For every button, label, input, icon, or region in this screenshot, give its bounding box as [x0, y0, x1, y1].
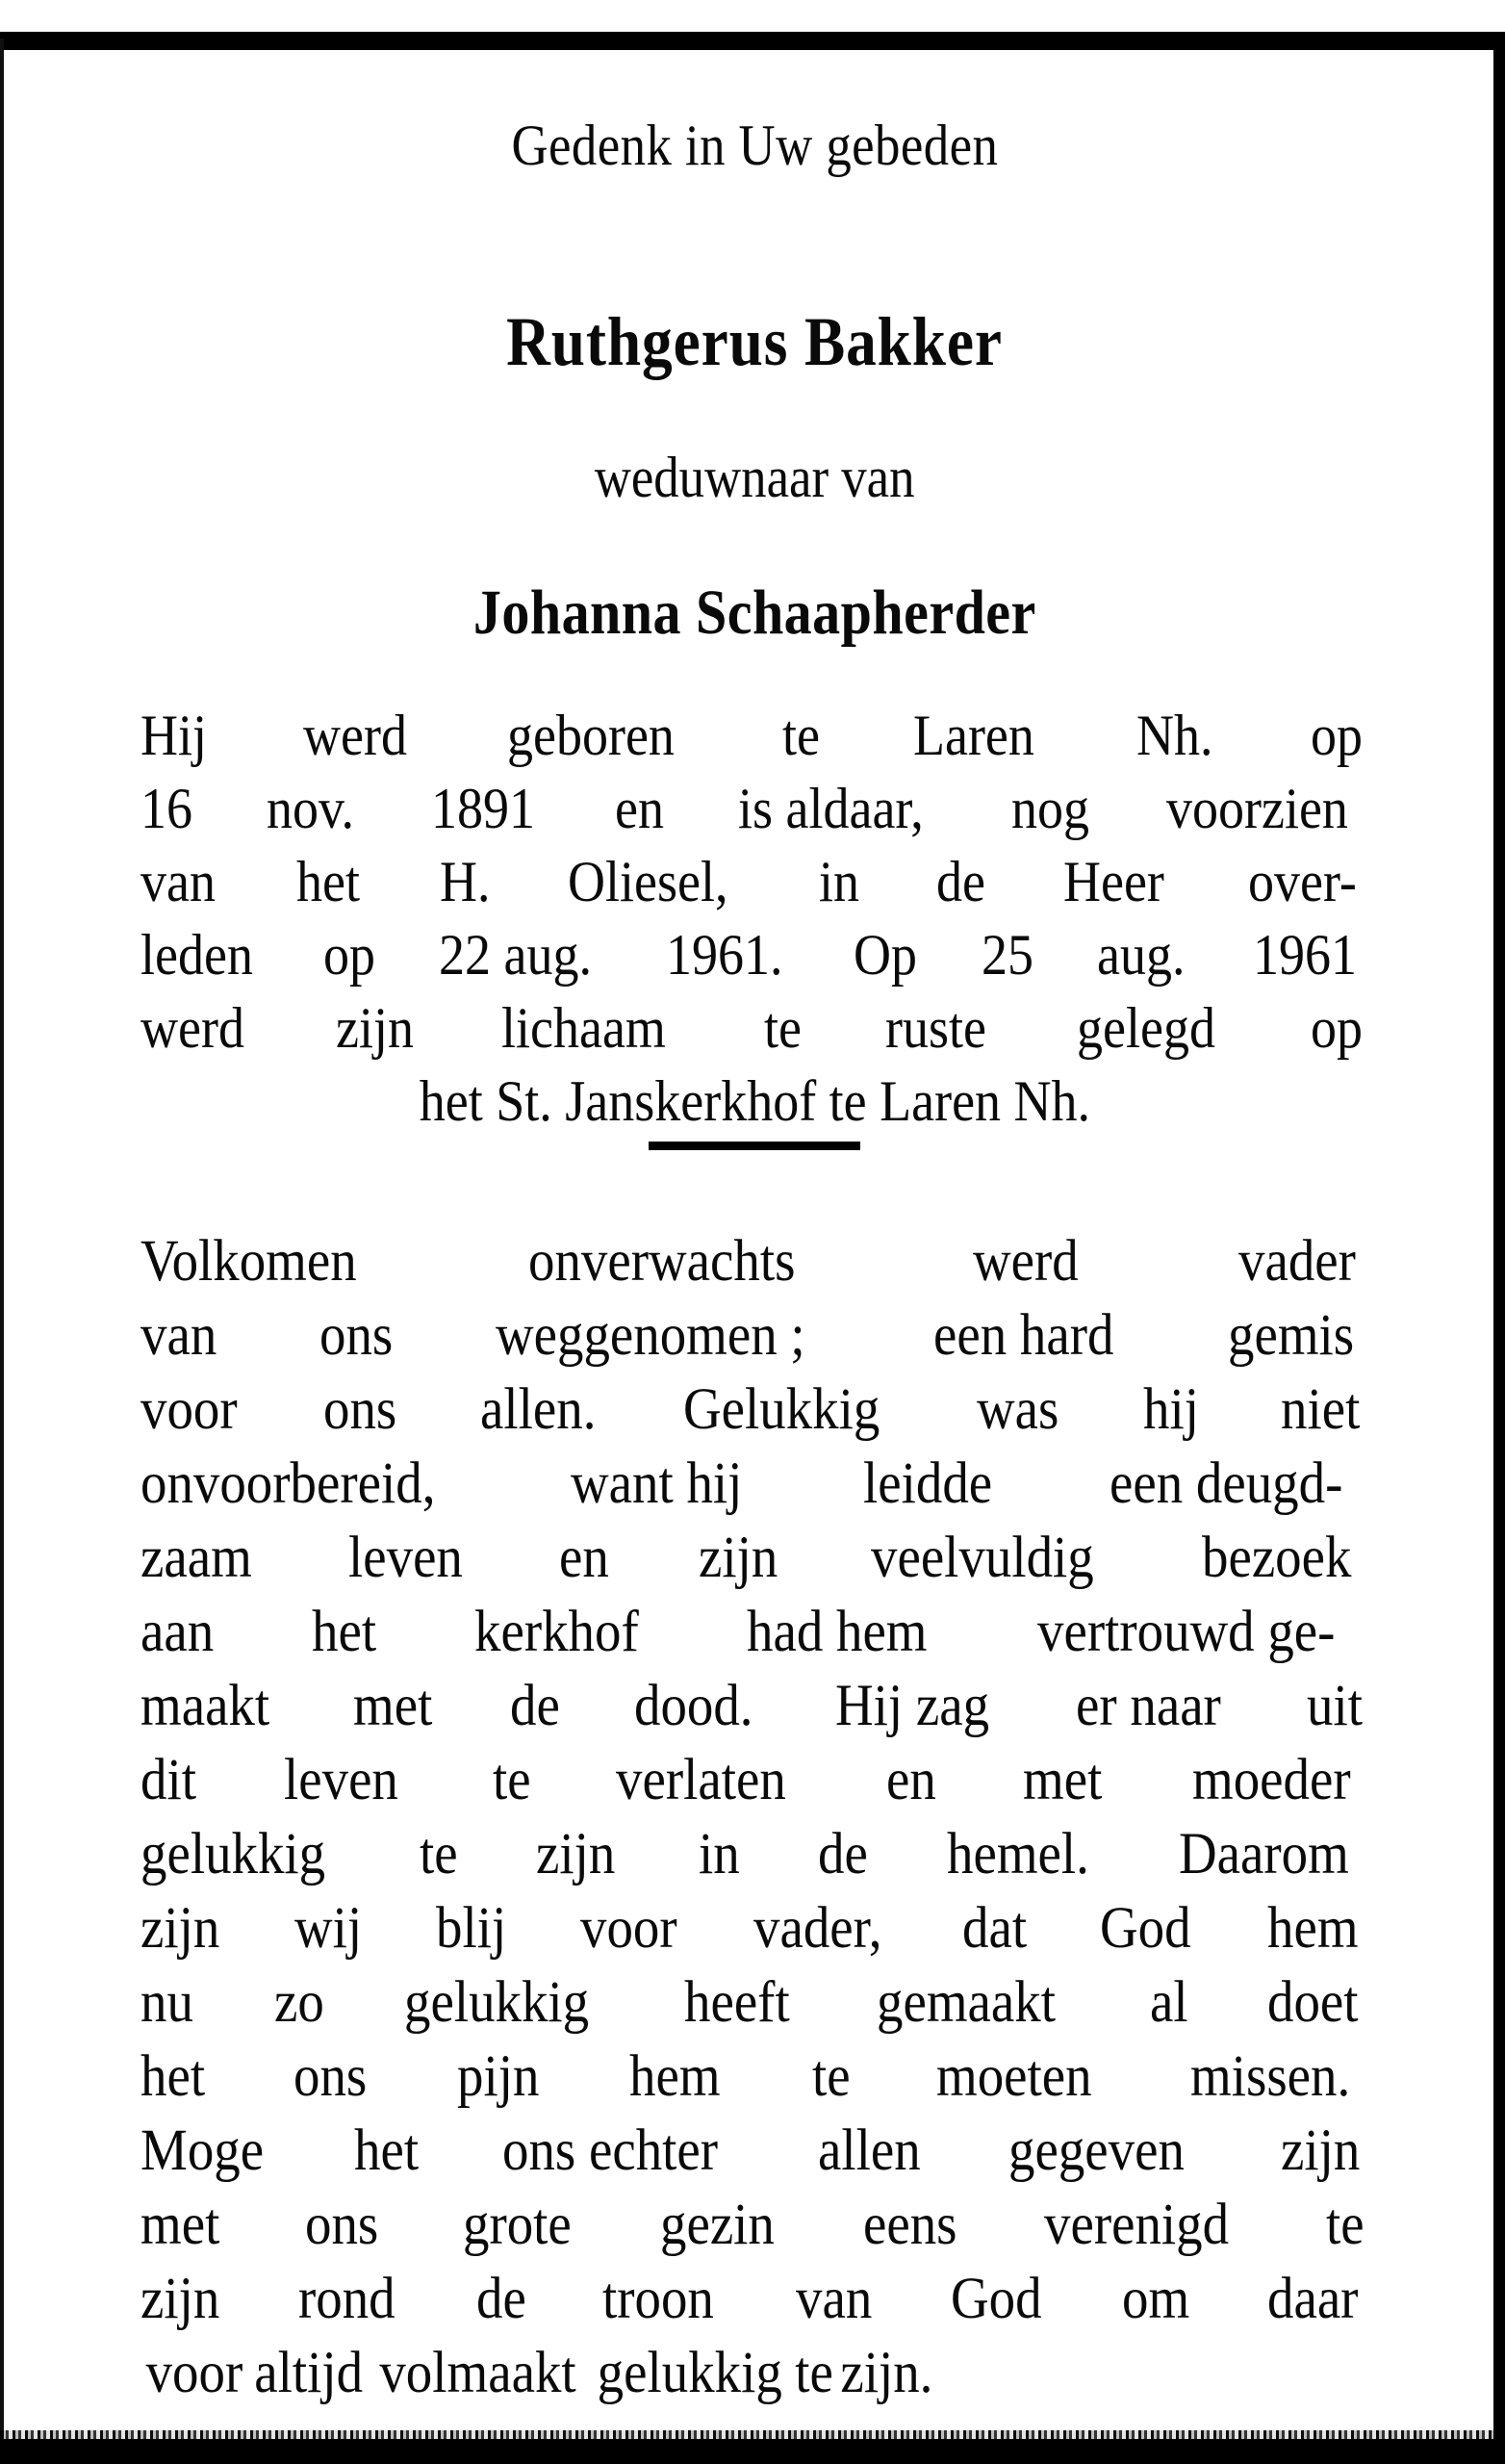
text-word: te — [782, 704, 821, 767]
text-word: hij — [1143, 1377, 1200, 1442]
text-word: hem — [629, 2044, 721, 2109]
text-word: met — [352, 1674, 433, 1738]
text-line — [140, 2262, 1368, 2336]
text-word: gelukkig — [404, 1970, 590, 2035]
text-word: troon — [601, 2267, 714, 2331]
text-word: de — [510, 1674, 560, 1738]
text-word: ons echter — [501, 2118, 718, 2183]
text-word: werd — [303, 704, 408, 767]
text-word: 1891 — [431, 777, 536, 840]
text-word: te — [763, 996, 802, 1060]
text-word: gemis — [1228, 1303, 1355, 1368]
text-word: Heer — [1062, 850, 1164, 913]
text-word: en — [559, 1526, 609, 1590]
text-word: ons — [322, 1377, 397, 1442]
text-word: H. — [439, 850, 491, 913]
text-word: doet — [1266, 1970, 1359, 2035]
text-word: zijn — [335, 996, 414, 1060]
text-word: en — [885, 1748, 936, 1812]
text-word: verenigd — [1044, 2193, 1230, 2257]
text-word: 1961 — [1252, 923, 1357, 987]
text-line — [140, 1298, 1368, 1373]
text-word: Hij zag — [835, 1674, 990, 1738]
text-word: te — [794, 2341, 833, 2405]
text-word: Gelukkig — [683, 1377, 880, 1442]
text-word: Oliesel, — [568, 850, 728, 913]
text-word: het — [295, 850, 360, 913]
text-word: God — [1100, 1896, 1191, 1961]
text-word: een deugd- — [1109, 1451, 1343, 1516]
text-word: dit — [140, 1748, 196, 1812]
text-line — [140, 2040, 1368, 2114]
text-word: zijn — [1280, 2118, 1360, 2183]
text-word: zo — [273, 1970, 324, 2035]
text-word: gelukkig — [140, 1822, 326, 1886]
text-word: moeten — [936, 2044, 1092, 2109]
text-word: daar — [1266, 2267, 1359, 2331]
text-word: gemaakt — [876, 1970, 1056, 2035]
text-line — [140, 2336, 1368, 2410]
text-word: al — [1150, 1970, 1188, 2035]
text-word: Laren — [912, 704, 1034, 767]
text-word: dood. — [634, 1674, 753, 1738]
text-word: te — [492, 1748, 531, 1812]
text-word: met — [1023, 1748, 1103, 1812]
text-word: vader — [1237, 1229, 1356, 1294]
text-line — [140, 1521, 1368, 1595]
text-word: Hij — [140, 704, 208, 767]
divider — [140, 1142, 1368, 1150]
text-word: onvoorbereid, — [140, 1451, 436, 1516]
text-word: onverwachts — [528, 1229, 796, 1294]
text-word: maakt — [140, 1674, 270, 1738]
text-word: om — [1122, 2267, 1190, 2331]
text-word: de — [817, 1822, 868, 1886]
text-word: weggenomen ; — [495, 1303, 805, 1368]
text-word: leven — [347, 1526, 463, 1590]
text-word: het — [353, 2118, 419, 2183]
text-word: zaam — [140, 1526, 252, 1590]
memorial-text-block — [140, 1224, 1368, 2410]
text-word: God — [951, 2267, 1042, 2331]
text-word: de — [476, 2267, 526, 2331]
text-word: het St. Janskerkhof te Laren Nh. — [419, 1069, 1090, 1133]
text-line — [140, 1595, 1368, 1669]
text-word: want hij — [570, 1451, 743, 1516]
text-word: leven — [283, 1748, 398, 1812]
text-word: werd — [140, 996, 244, 1060]
text-word: van — [140, 850, 216, 913]
text-line — [140, 2114, 1368, 2188]
text-line — [140, 918, 1368, 991]
text-line — [140, 1817, 1368, 1891]
relation-label — [140, 448, 1368, 508]
scan-edge-left — [0, 38, 4, 2445]
text-word: ons — [304, 2193, 379, 2257]
text-word: leidde — [863, 1451, 993, 1516]
biography-block — [140, 699, 1368, 1138]
text-line — [140, 772, 1368, 845]
spouse-name — [140, 579, 1368, 646]
text-word: ons — [293, 2044, 368, 2109]
text-word: aan — [140, 1600, 215, 1664]
text-line — [140, 699, 1368, 772]
spouse-name-text: Johanna Schaapherder — [472, 578, 1036, 648]
text-word: nu — [140, 1970, 193, 2035]
text-line — [140, 1447, 1368, 1521]
text-word: ons — [319, 1303, 394, 1368]
text-word: ruste — [884, 996, 986, 1060]
text-word: voor — [579, 1896, 677, 1961]
text-line — [140, 1669, 1368, 1743]
text-word: heeft — [684, 1970, 790, 2035]
text-word: volmaakt — [379, 2341, 576, 2405]
text-word: het — [140, 2044, 206, 2109]
text-word: hemel. — [947, 1822, 1090, 1886]
text-word: te — [420, 1822, 458, 1886]
text-word: nog — [1011, 777, 1090, 840]
text-word: zijn — [536, 1822, 616, 1886]
text-word: geboren — [507, 704, 676, 767]
text-word: 16 — [140, 777, 192, 840]
text-word: Nh. — [1136, 704, 1213, 767]
text-word: vader, — [753, 1896, 882, 1961]
text-word: voor — [140, 1377, 238, 1442]
text-word: vertrouwd ge- — [1037, 1600, 1336, 1664]
text-word: gegeven — [1008, 2118, 1185, 2183]
text-word: gezin — [659, 2193, 775, 2257]
text-word: gelegd — [1077, 996, 1216, 1060]
text-word: in — [698, 1822, 740, 1886]
text-word: nov. — [266, 777, 354, 840]
text-word: allen. — [479, 1377, 596, 1442]
invocation-text: Gedenk in Uw gebeden — [511, 114, 998, 177]
text-word: zijn — [140, 1896, 220, 1961]
text-word: te — [1325, 2193, 1365, 2257]
divider-rule — [649, 1142, 860, 1150]
text-word: missen. — [1190, 2044, 1351, 2109]
text-word: voor — [145, 2341, 243, 2405]
deceased-name — [140, 303, 1368, 380]
text-word: over- — [1247, 850, 1357, 913]
text-word: wij — [294, 1896, 363, 1961]
text-word: de — [935, 850, 985, 913]
text-word: het — [312, 1600, 377, 1664]
text-word: was — [977, 1377, 1059, 1442]
text-line — [140, 2188, 1368, 2262]
scan-edge-right — [1493, 35, 1505, 2439]
text-word: blij — [435, 1896, 506, 1961]
text-word: Volkomen — [140, 1229, 357, 1294]
text-word: te — [812, 2044, 851, 2109]
text-word: altijd — [254, 2341, 363, 2405]
text-line — [140, 1891, 1368, 1965]
text-line — [140, 1743, 1368, 1817]
text-word: dat — [962, 1896, 1028, 1961]
text-word: hem — [1266, 1896, 1359, 1961]
text-word: Op — [854, 923, 918, 987]
text-word: van — [140, 1303, 217, 1368]
text-word: op — [1310, 996, 1363, 1060]
text-line — [140, 845, 1368, 918]
text-word: eens — [863, 2193, 957, 2257]
text-word: leden — [140, 923, 253, 987]
text-line — [140, 1224, 1368, 1298]
text-word: een hard — [933, 1303, 1114, 1368]
text-word: op — [1310, 704, 1363, 767]
text-word: met — [140, 2193, 220, 2257]
invocation-line — [140, 116, 1368, 176]
text-word: in — [818, 850, 859, 913]
text-word: Daarom — [1179, 1822, 1350, 1886]
text-word: zijn. — [840, 2341, 933, 2405]
text-word: 25 — [982, 923, 1034, 987]
scan-edge-bottom — [0, 2439, 1505, 2464]
deceased-name-text: Ruthgerus Bakker — [506, 303, 1003, 380]
text-word: en — [615, 777, 665, 840]
text-word: zijn — [698, 1526, 778, 1590]
text-word: 1961. — [666, 923, 783, 987]
text-word: veelvuldig — [870, 1526, 1094, 1590]
text-line — [140, 1965, 1368, 2040]
text-word: gelukkig — [597, 2341, 783, 2405]
text-word: werd — [973, 1229, 1079, 1294]
text-word: uit — [1306, 1674, 1363, 1738]
text-line — [140, 1065, 1368, 1138]
text-word: moeder — [1192, 1748, 1351, 1812]
text-word: had hem — [747, 1600, 928, 1664]
text-word: Moge — [140, 2118, 265, 2183]
text-word: verlaten — [616, 1748, 786, 1812]
text-word: zijn — [140, 2267, 220, 2331]
text-word: rond — [298, 2267, 396, 2331]
text-word: bezoek — [1202, 1526, 1352, 1590]
text-word: is aldaar, — [737, 777, 924, 840]
text-word: lichaam — [501, 996, 667, 1060]
text-word: 22 aug. — [438, 923, 592, 987]
text-line — [140, 991, 1368, 1065]
text-word: niet — [1280, 1377, 1360, 1442]
relation-label-text: weduwnaar van — [594, 446, 915, 509]
scan-edge-top — [0, 32, 1505, 50]
text-word: allen — [817, 2118, 921, 2183]
text-word: aug. — [1097, 923, 1186, 987]
text-word: op — [322, 923, 375, 987]
text-word: voorzien — [1166, 777, 1348, 840]
text-line — [140, 1373, 1368, 1447]
text-word: van — [796, 2267, 873, 2331]
text-word: pijn — [456, 2044, 540, 2109]
text-word: grote — [463, 2193, 572, 2257]
text-word: kerkhof — [473, 1600, 639, 1664]
text-word: er naar — [1076, 1674, 1221, 1738]
